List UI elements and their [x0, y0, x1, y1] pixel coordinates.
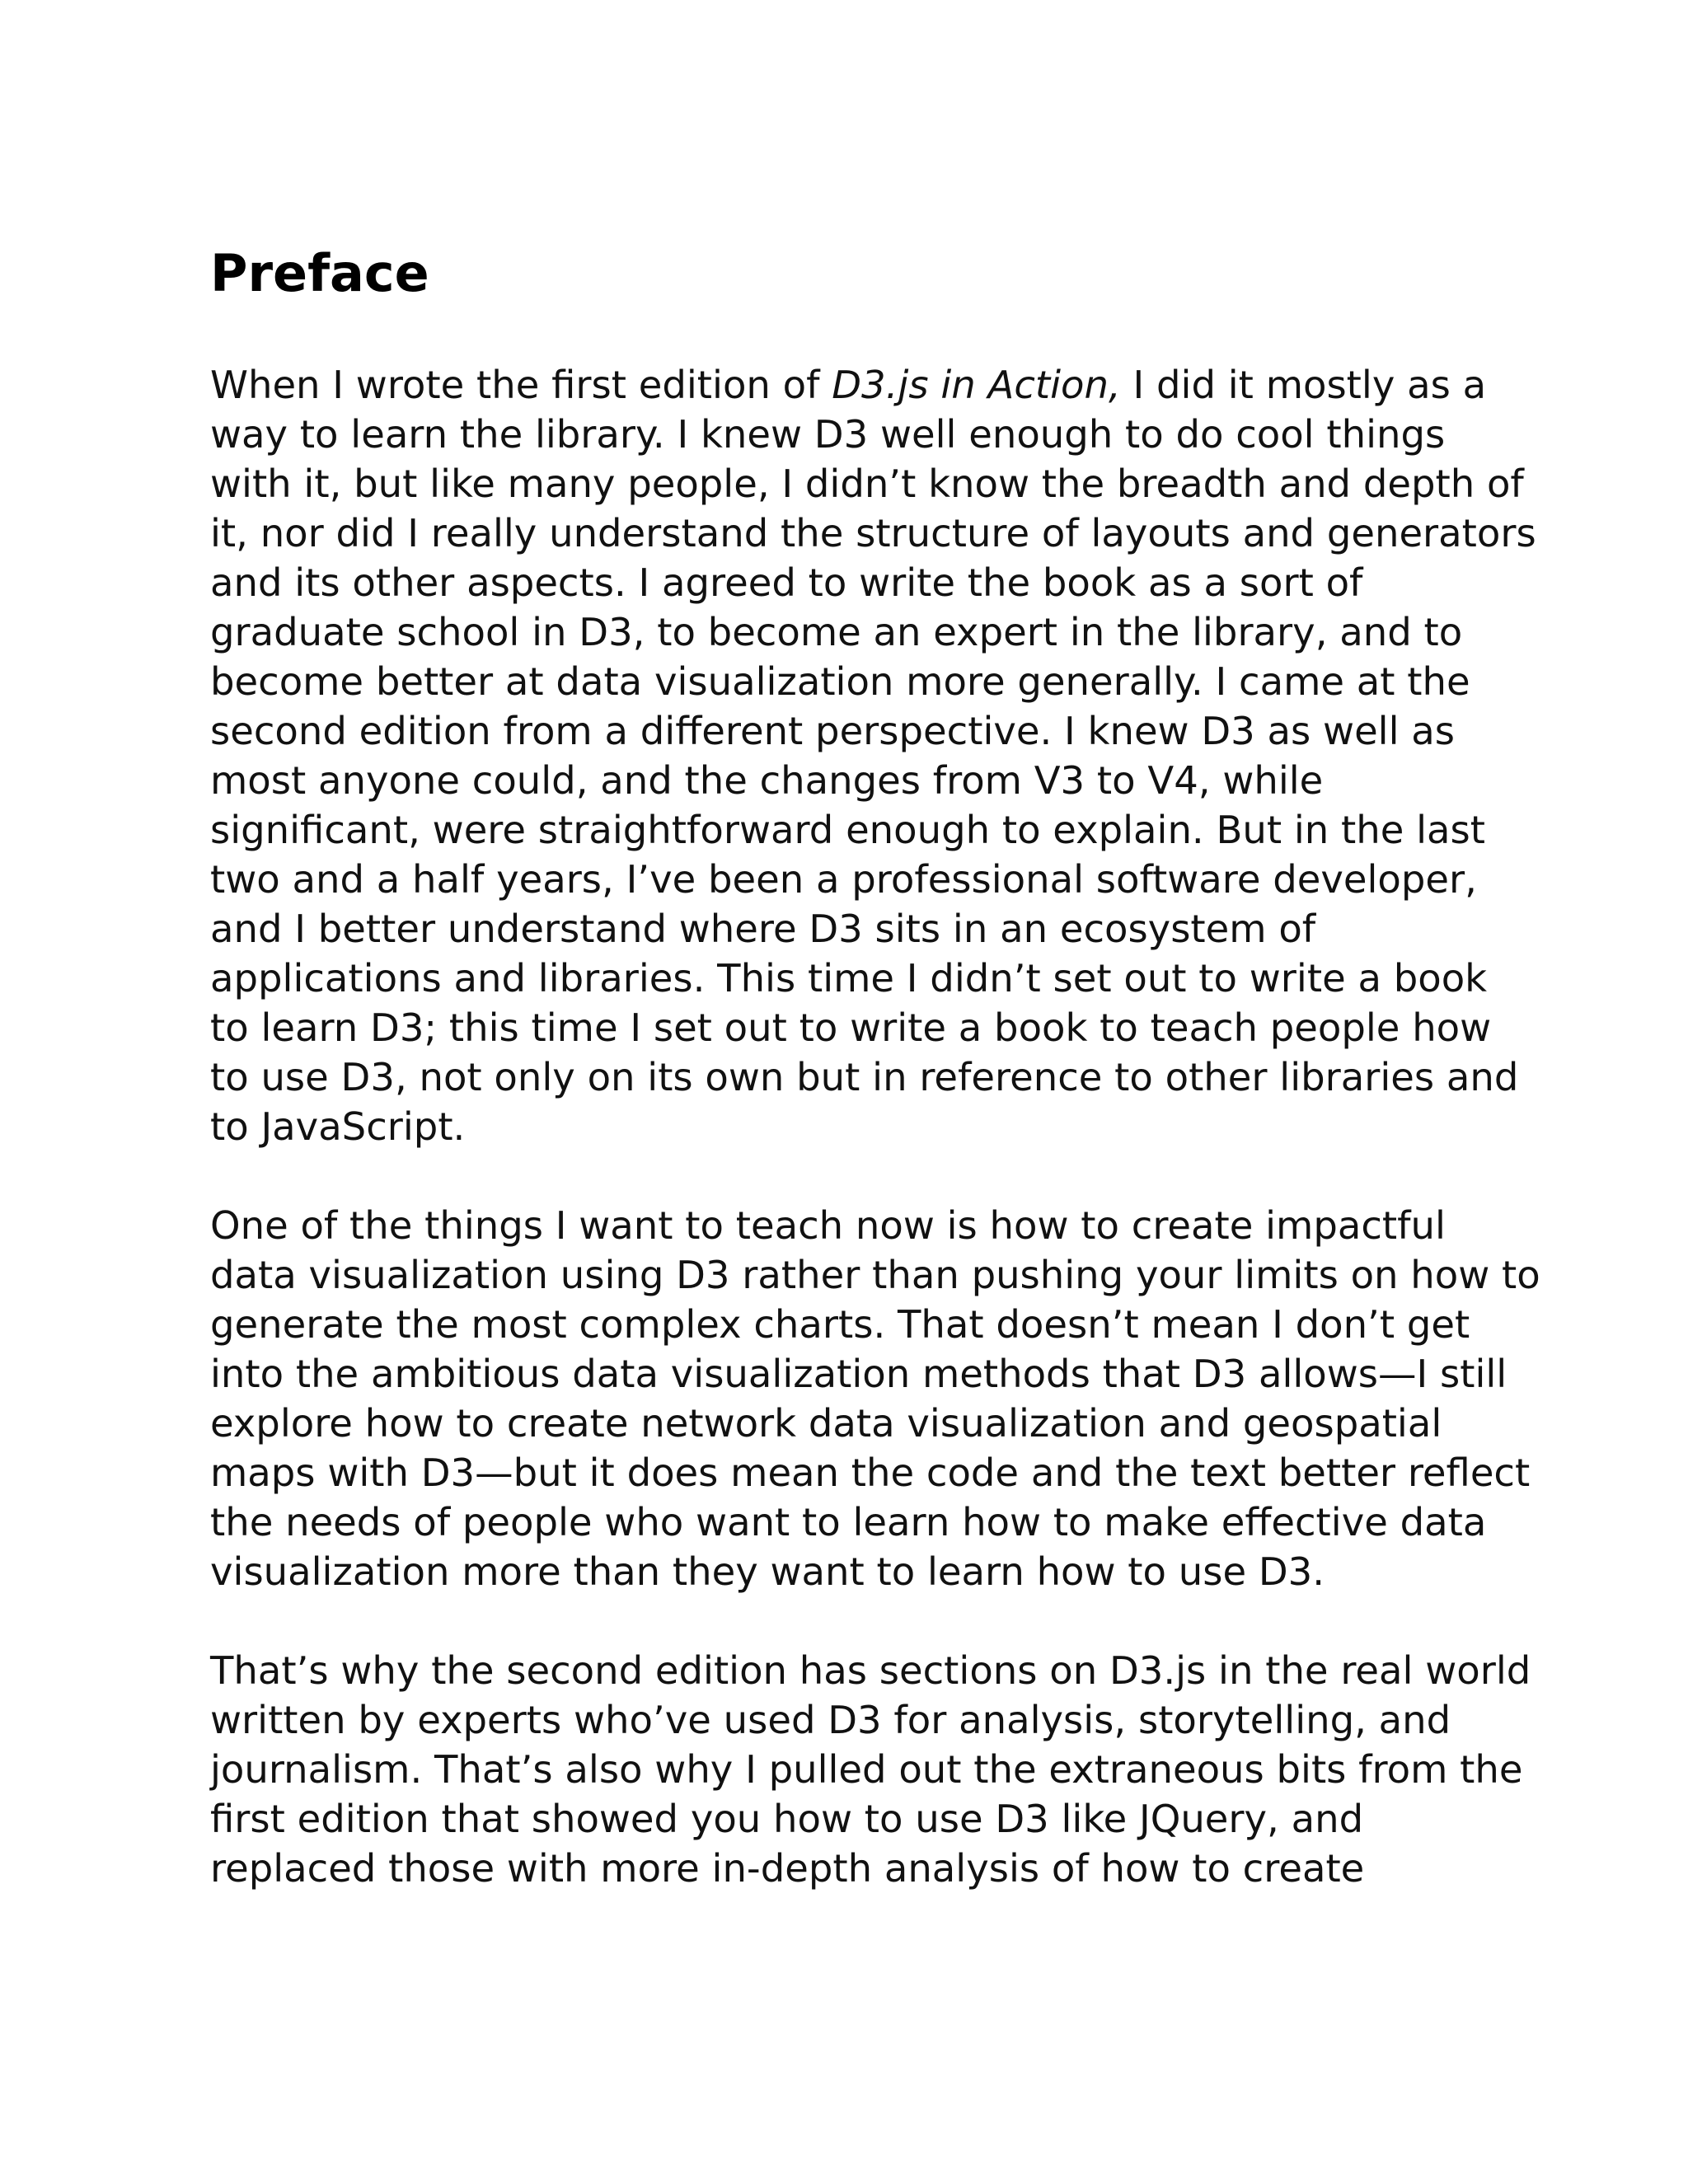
paragraph-line: the needs of people who want to learn how to make effective data [210, 1500, 1487, 1544]
page-title: Preface [210, 243, 429, 303]
paragraph-line: to JavaScript. [210, 1104, 466, 1149]
paragraph-line: visualization more than they want to learn how to use D3. [210, 1549, 1325, 1594]
line-text: I did it mostly as a [1120, 363, 1487, 407]
paragraph-line: second edition from a different perspective. I knew D3 as well as [210, 709, 1456, 753]
paragraph-line: data visualization using D3 rather than pushing your limits on how to [210, 1253, 1540, 1297]
paragraph-line: into the ambitious data visualization methods that D3 allows—I still [210, 1352, 1507, 1396]
paragraph-3 [210, 1646, 1531, 1893]
paragraph-line: and I better understand where D3 sits in an ecosystem of [210, 907, 1316, 951]
paragraph-line: written by experts who’ve used D3 for analysis, storytelling, and [210, 1698, 1451, 1742]
paragraph-1 [210, 360, 1536, 1151]
paragraph-line: two and a half years, I’ve been a professional software developer, [210, 857, 1477, 902]
paragraph-line: and its other aspects. I agreed to write the book as a sort of [210, 560, 1363, 605]
paragraph-line: way to learn the library. I knew D3 well enough to do cool things [210, 412, 1446, 457]
book-title: D3.js in Action, [832, 363, 1121, 407]
paragraph-2 [210, 1201, 1540, 1596]
paragraph-line: with it, but like many people, I didn’t know the breadth and depth of [210, 462, 1524, 506]
paragraph-line: explore how to create network data visualization and geospatial [210, 1401, 1442, 1446]
paragraph-line: maps with D3—but it does mean the code and the text better reflect [210, 1451, 1531, 1495]
paragraph-line [210, 360, 1496, 410]
line-text: When I wrote the first edition of [210, 363, 832, 407]
paragraph-line: first edition that showed you how to use D3 like JQuery, and [210, 1797, 1364, 1841]
paragraph-line: graduate school in D3, to become an expert in the library, and to [210, 610, 1463, 654]
paragraph-line: to use D3, not only on its own but in reference to other libraries and [210, 1055, 1519, 1099]
paragraph-line: it, nor did I really understand the structure of layouts and generators [210, 511, 1536, 555]
paragraph-line: One of the things I want to teach now is how to create impactful [210, 1203, 1446, 1248]
paragraph-line: replaced those with more in-depth analysis of how to create [210, 1846, 1365, 1891]
paragraph-line: generate the most complex charts. That doesn’t mean I don’t get [210, 1302, 1470, 1347]
paragraph-line: That’s why the second edition has sections on D3.js in the real world [210, 1648, 1531, 1693]
paragraph-line: become better at data visualization more generally. I came at the [210, 659, 1470, 704]
paragraph-line: most anyone could, and the changes from V3 to V4, while [210, 758, 1324, 803]
paragraph-line: journalism. That’s also why I pulled out the extraneous bits from the [210, 1747, 1523, 1792]
paragraph-line: significant, were straightforward enough to explain. But in the last [210, 808, 1486, 852]
paragraph-line: applications and libraries. This time I didn’t set out to write a book [210, 956, 1488, 1001]
paragraph-line: to learn D3; this time I set out to write a book to teach people how [210, 1005, 1492, 1050]
